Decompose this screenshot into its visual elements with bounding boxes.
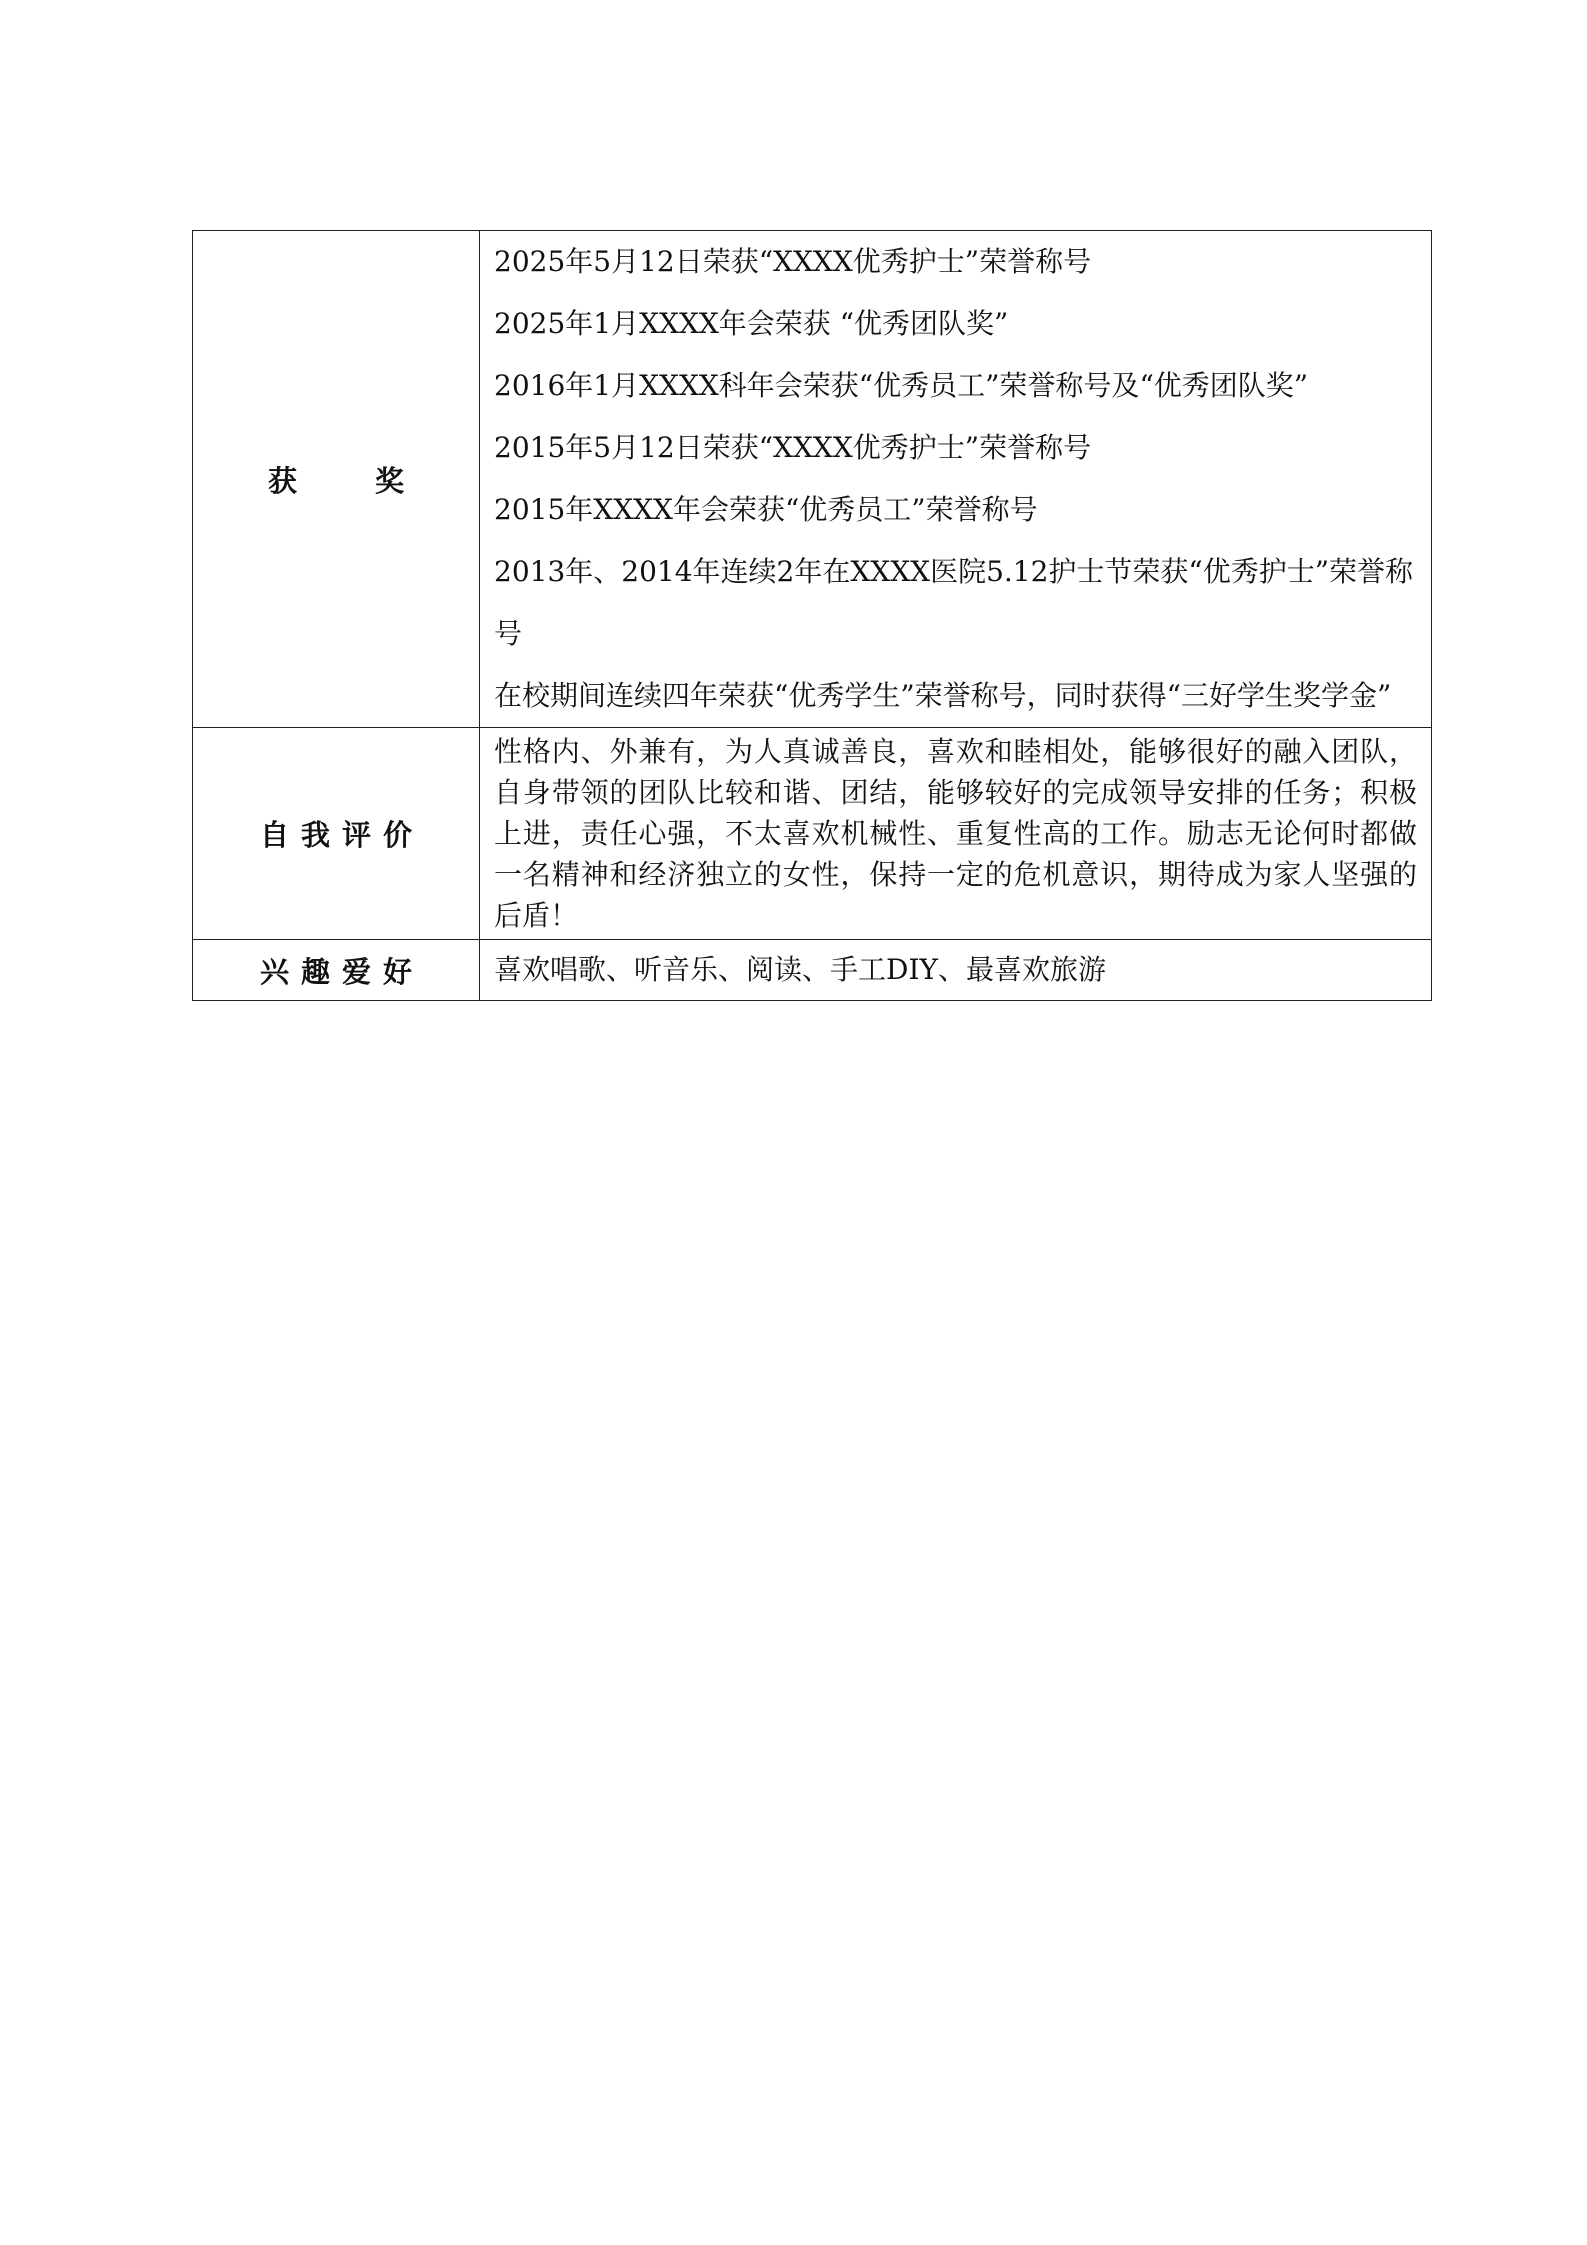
awards-row (193, 231, 1432, 728)
award-item: 2015年XXXX年会荣获“优秀员工”荣誉称号 (494, 493, 1038, 526)
awards-label: 获 奖 (193, 231, 480, 728)
self-evaluation-text: 性格内、外兼有，为人真诚善良，喜欢和睦相处，能够很好的融入团队，自身带领的团队比较和谐、团结，能够较好的完成领导安排的任务；积极上进，责任心强，不太喜欢机械性、重复性高的工作。励志无论何时都做一名精神和经济独立的女性，保持一定的危机意识，期待成为家人坚强的后盾！ (494, 735, 1417, 932)
award-item: 2013年、2014年连续2年在XXXX医院5.12护士节荣获“优秀护士”荣誉称号 (494, 555, 1414, 650)
hobbies-label: 兴趣爱好 (193, 940, 480, 1001)
self-evaluation-row (193, 728, 1432, 940)
resume-table (192, 230, 1432, 1001)
award-item: 2025年1月XXXX年会荣获 “优秀团队奖” (494, 307, 1009, 340)
self-evaluation-label: 自我评价 (193, 728, 480, 940)
award-item: 2025年5月12日荣获“XXXX优秀护士”荣誉称号 (494, 245, 1092, 278)
hobbies-text: 喜欢唱歌、听音乐、阅读、手工DIY、最喜欢旅游 (494, 953, 1106, 986)
hobbies-content (480, 940, 1432, 1001)
self-evaluation-content (480, 728, 1432, 940)
awards-content (480, 231, 1432, 728)
hobbies-row (193, 940, 1432, 1001)
award-item: 在校期间连续四年荣获“优秀学生”荣誉称号，同时获得“三好学生奖学金” (494, 679, 1392, 712)
award-item: 2016年1月XXXX科年会荣获“优秀员工”荣誉称号及“优秀团队奖” (494, 369, 1309, 402)
award-item: 2015年5月12日荣获“XXXX优秀护士”荣誉称号 (494, 431, 1092, 464)
